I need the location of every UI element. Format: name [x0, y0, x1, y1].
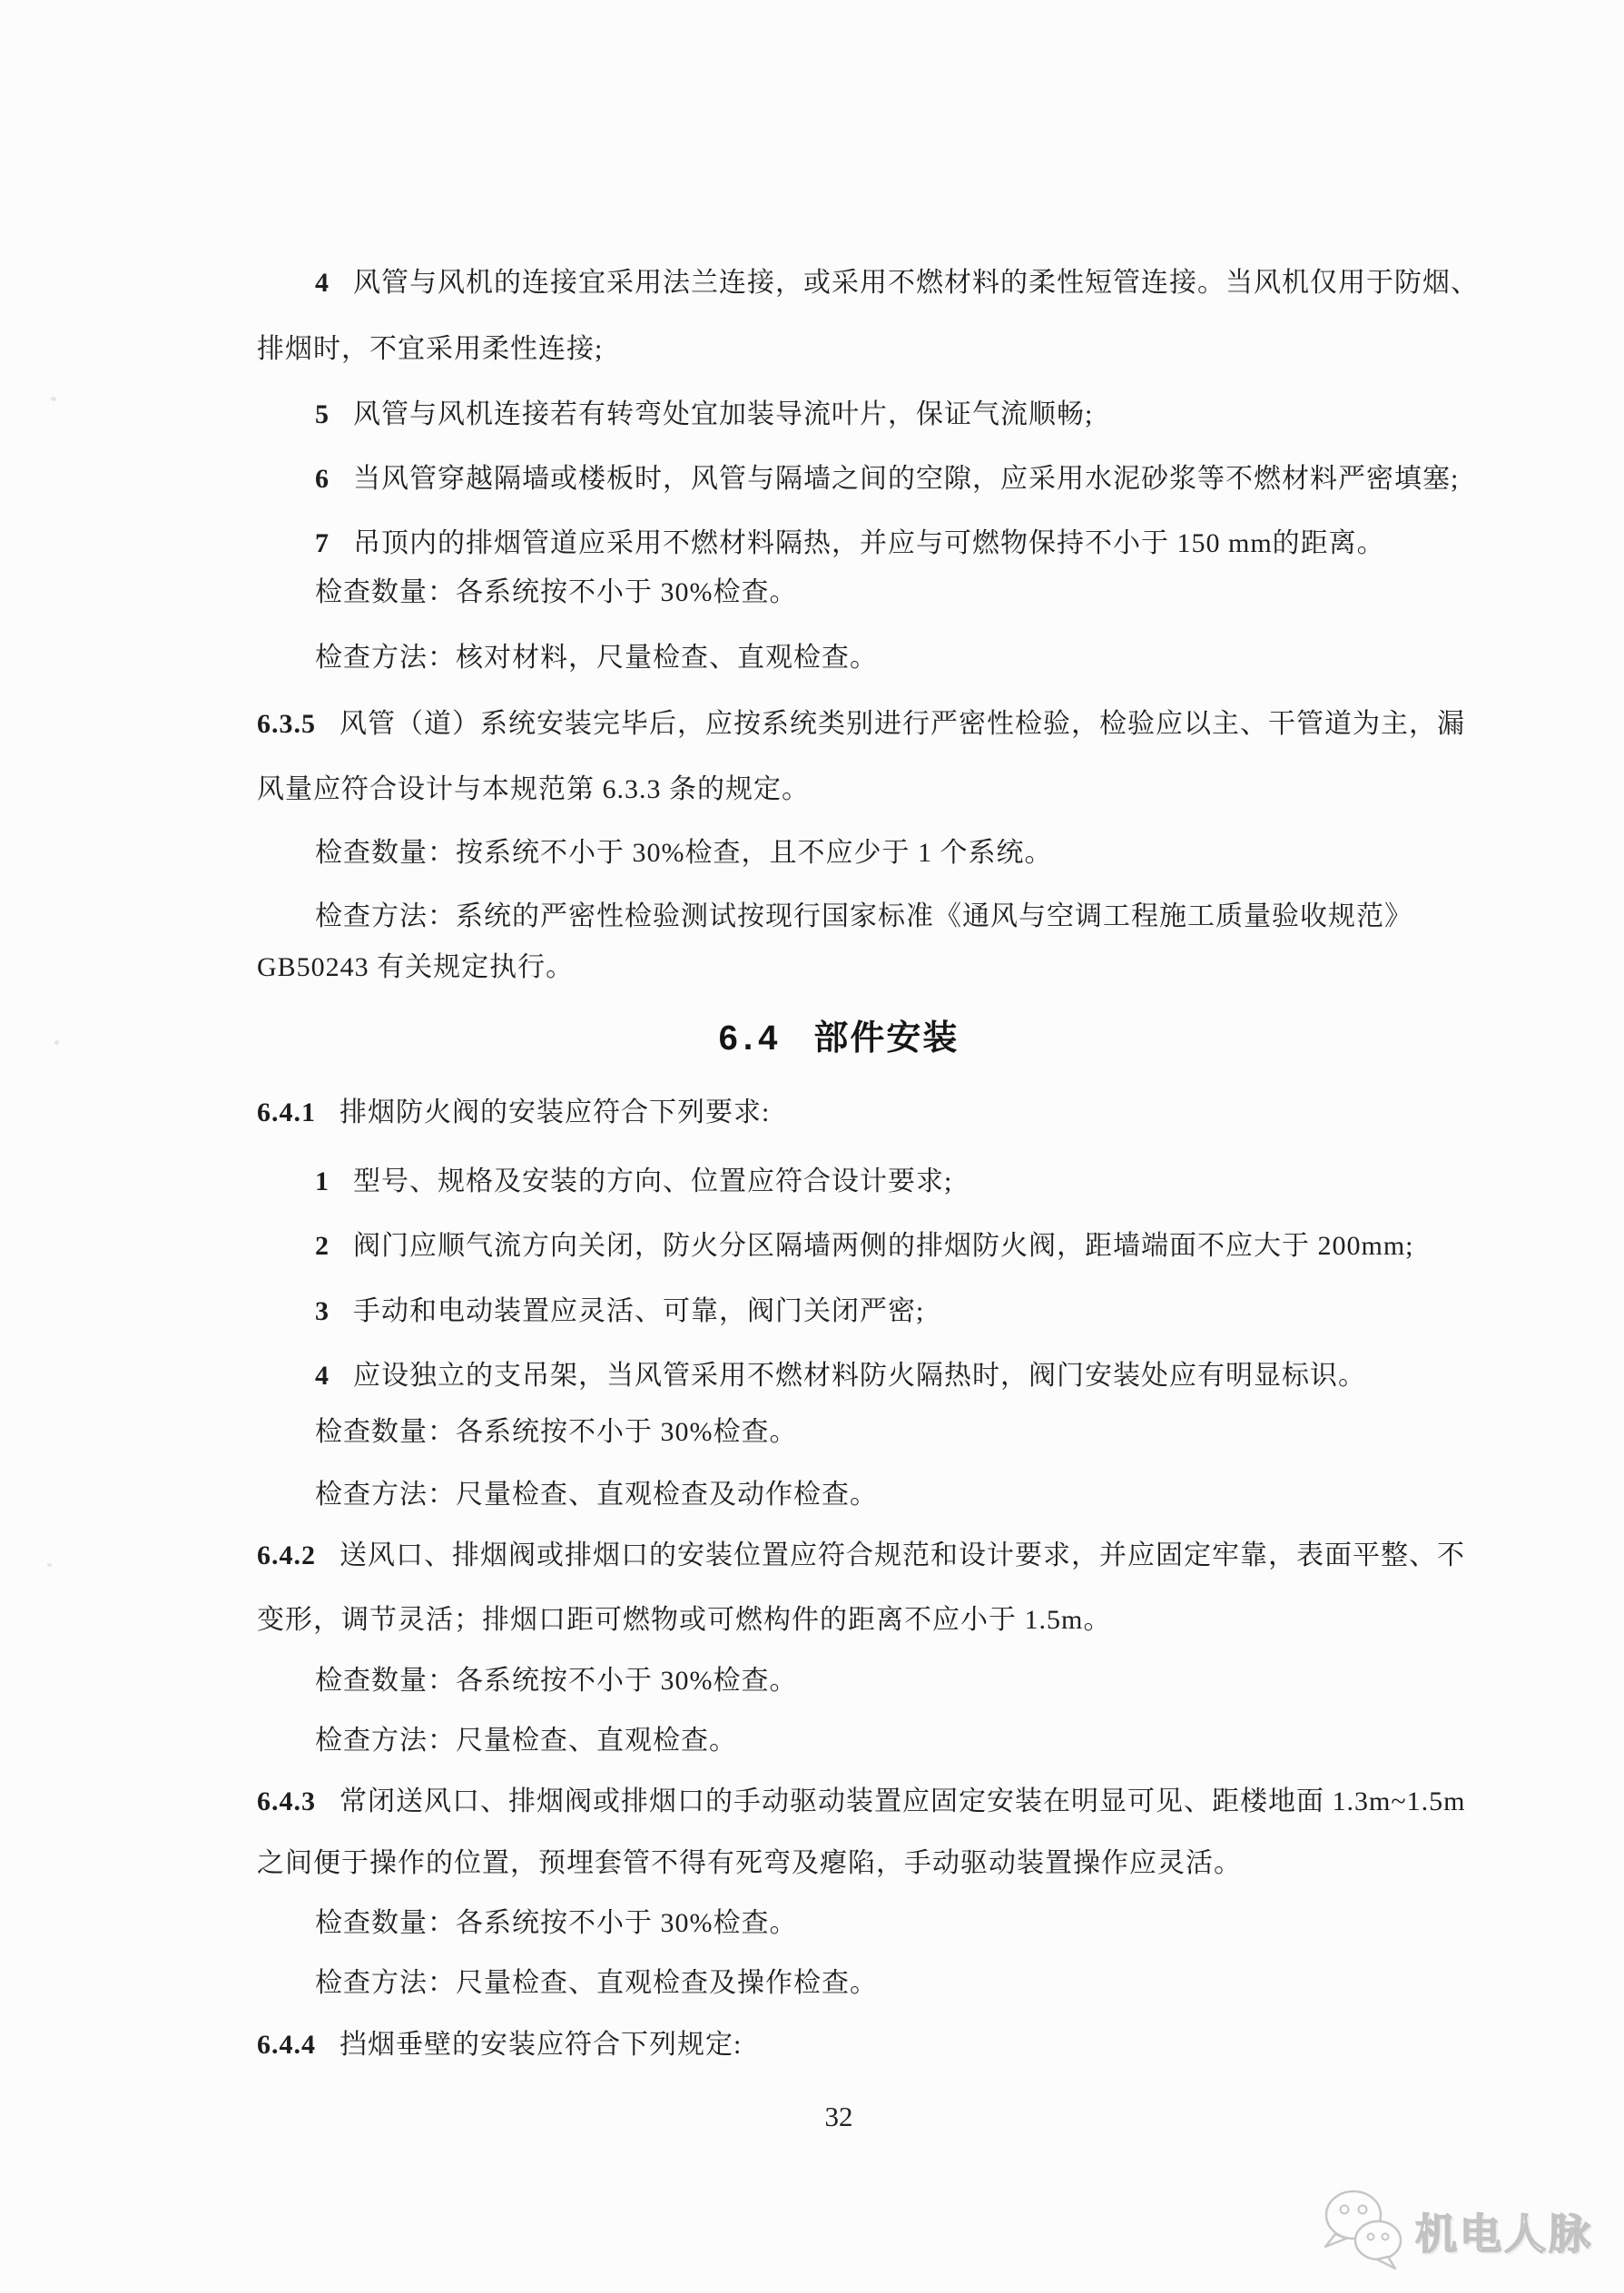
- line-text: 挡烟垂壁的安装应符合下列规定:: [340, 2030, 743, 2060]
- line-text: 风管（道）系统安装完毕后，应按系统类别进行严密性检验，检验应以主、干管道为主，漏: [340, 709, 1465, 739]
- text-line: [315, 1663, 798, 1699]
- line-text: 排烟时，不宜采用柔性连接;: [257, 334, 604, 364]
- item-label: 2: [315, 1231, 330, 1261]
- text-line: [257, 706, 1465, 743]
- line-text: 排烟防火阀的安装应符合下列要求:: [340, 1097, 771, 1127]
- section-heading-title: 部件安装: [813, 1019, 960, 1058]
- line-text: 送风口、排烟阀或排烟口的安装位置应符合规范和设计要求，并应固定牢靠，表面平整、不: [340, 1540, 1465, 1570]
- text-line: [315, 397, 1093, 433]
- line-text: 检查方法：尺量检查、直观检查及操作检查。: [315, 1968, 878, 1998]
- text-line: [315, 1905, 798, 1942]
- text-line: [315, 1228, 1414, 1265]
- line-text: 当风管穿越隔墙或楼板时，风管与隔墙之间的空隙，应采用水泥砂浆等不燃材料严密填塞;: [353, 464, 1460, 494]
- text-line: [315, 526, 1385, 562]
- item-label: 6.4.1: [257, 1097, 316, 1127]
- line-text: 检查方法：系统的严密性检验测试按现行国家标准《通风与空调工程施工质量验收规范》: [315, 901, 1412, 931]
- text-line: [315, 1477, 878, 1513]
- item-label: 6.4.4: [257, 2030, 316, 2060]
- line-text: 检查方法：尺量检查、直观检查。: [315, 1726, 737, 1756]
- watermark: [1323, 2187, 1593, 2275]
- item-label: 6.3.5: [257, 709, 316, 739]
- line-text: 阀门应顺气流方向关闭，防火分区隔墙两侧的排烟防火阀，距墙端面不应大于 200mm;: [353, 1231, 1414, 1261]
- item-label: 5: [315, 399, 330, 429]
- text-line: [315, 640, 878, 676]
- watermark-text: 机电人脉: [1415, 2209, 1593, 2258]
- text-line: [315, 835, 1053, 871]
- text-line: [315, 1294, 924, 1330]
- item-label: 6: [315, 464, 330, 494]
- text-line: [257, 1602, 1111, 1639]
- scan-speck: [47, 1563, 52, 1567]
- item-label: 7: [315, 528, 330, 558]
- text-line: [257, 2027, 742, 2063]
- text-line: [315, 265, 1479, 301]
- text-line: [257, 1845, 1242, 1882]
- item-label: 1: [315, 1166, 330, 1196]
- text-line: [315, 1965, 878, 2002]
- text-line: [257, 1538, 1465, 1574]
- text-line: [315, 1723, 737, 1759]
- scan-speck: [54, 1040, 59, 1045]
- text-line: [257, 331, 603, 368]
- item-label: 6.4.2: [257, 1540, 316, 1570]
- text-line: [315, 899, 1412, 935]
- item-label: 4: [315, 1361, 330, 1391]
- line-text: GB50243 有关规定执行。: [257, 952, 575, 982]
- line-text: 检查数量：各系统按不小于 30%检查。: [315, 1908, 798, 1938]
- line-text: 风量应符合设计与本规范第 6.3.3 条的规定。: [257, 774, 810, 804]
- section-heading: [257, 1009, 1421, 1059]
- item-label: 3: [315, 1296, 330, 1326]
- wechat-icon: [1323, 2187, 1404, 2275]
- page-number: 32: [824, 2101, 853, 2132]
- line-text: 检查方法：尺量检查、直观检查及动作检查。: [315, 1480, 878, 1510]
- line-text: 检查方法：核对材料，尺量检查、直观检查。: [315, 643, 878, 673]
- text-line: [315, 575, 798, 611]
- line-text: 检查数量：按系统不小于 30%检查，且不应少于 1 个系统。: [315, 838, 1053, 868]
- text-line: [315, 1358, 1366, 1394]
- line-text: 手动和电动装置应灵活、可靠，阀门关闭严密;: [353, 1296, 925, 1326]
- line-text: 之间便于操作的位置，预埋套管不得有死弯及瘪陷，手动驱动装置操作应灵活。: [257, 1848, 1242, 1878]
- line-text: 吊顶内的排烟管道应采用不燃材料隔热，并应与可燃物保持不小于 150 mm的距离。: [353, 528, 1385, 558]
- line-text: 常闭送风口、排烟阀或排烟口的手动驱动装置应固定安装在明显可见、距楼地面 1.3m~1.5m: [340, 1786, 1466, 1816]
- scan-speck: [51, 397, 56, 401]
- text-line: [257, 1784, 1465, 1820]
- line-text: 风管与风机的连接宜采用法兰连接，或采用不燃材料的柔性短管连接。当风机仅用于防烟、: [353, 268, 1479, 298]
- line-text: 变形，调节灵活；排烟口距可燃物或可燃构件的距离不应小于 1.5m。: [257, 1605, 1112, 1635]
- line-text: 检查数量：各系统按不小于 30%检查。: [315, 1666, 798, 1696]
- item-label: 4: [315, 268, 330, 298]
- text-line: [315, 1414, 798, 1451]
- text-line: [257, 950, 574, 986]
- line-text: 型号、规格及安装的方向、位置应符合设计要求;: [353, 1166, 953, 1196]
- line-text: 风管与风机连接若有转弯处宜加装导流叶片，保证气流顺畅;: [353, 399, 1094, 429]
- text-line: [315, 461, 1459, 497]
- item-label: 6.4.3: [257, 1786, 316, 1816]
- line-text: 检查数量：各系统按不小于 30%检查。: [315, 577, 798, 607]
- text-line: [257, 772, 810, 808]
- line-text: 应设独立的支吊架，当风管采用不燃材料防火隔热时，阀门安装处应有明显标识。: [353, 1361, 1366, 1391]
- line-text: 检查数量：各系统按不小于 30%检查。: [315, 1417, 798, 1447]
- text-line: [315, 1164, 952, 1200]
- text-line: [257, 1095, 770, 1131]
- section-heading-number: 6.4: [718, 1019, 783, 1058]
